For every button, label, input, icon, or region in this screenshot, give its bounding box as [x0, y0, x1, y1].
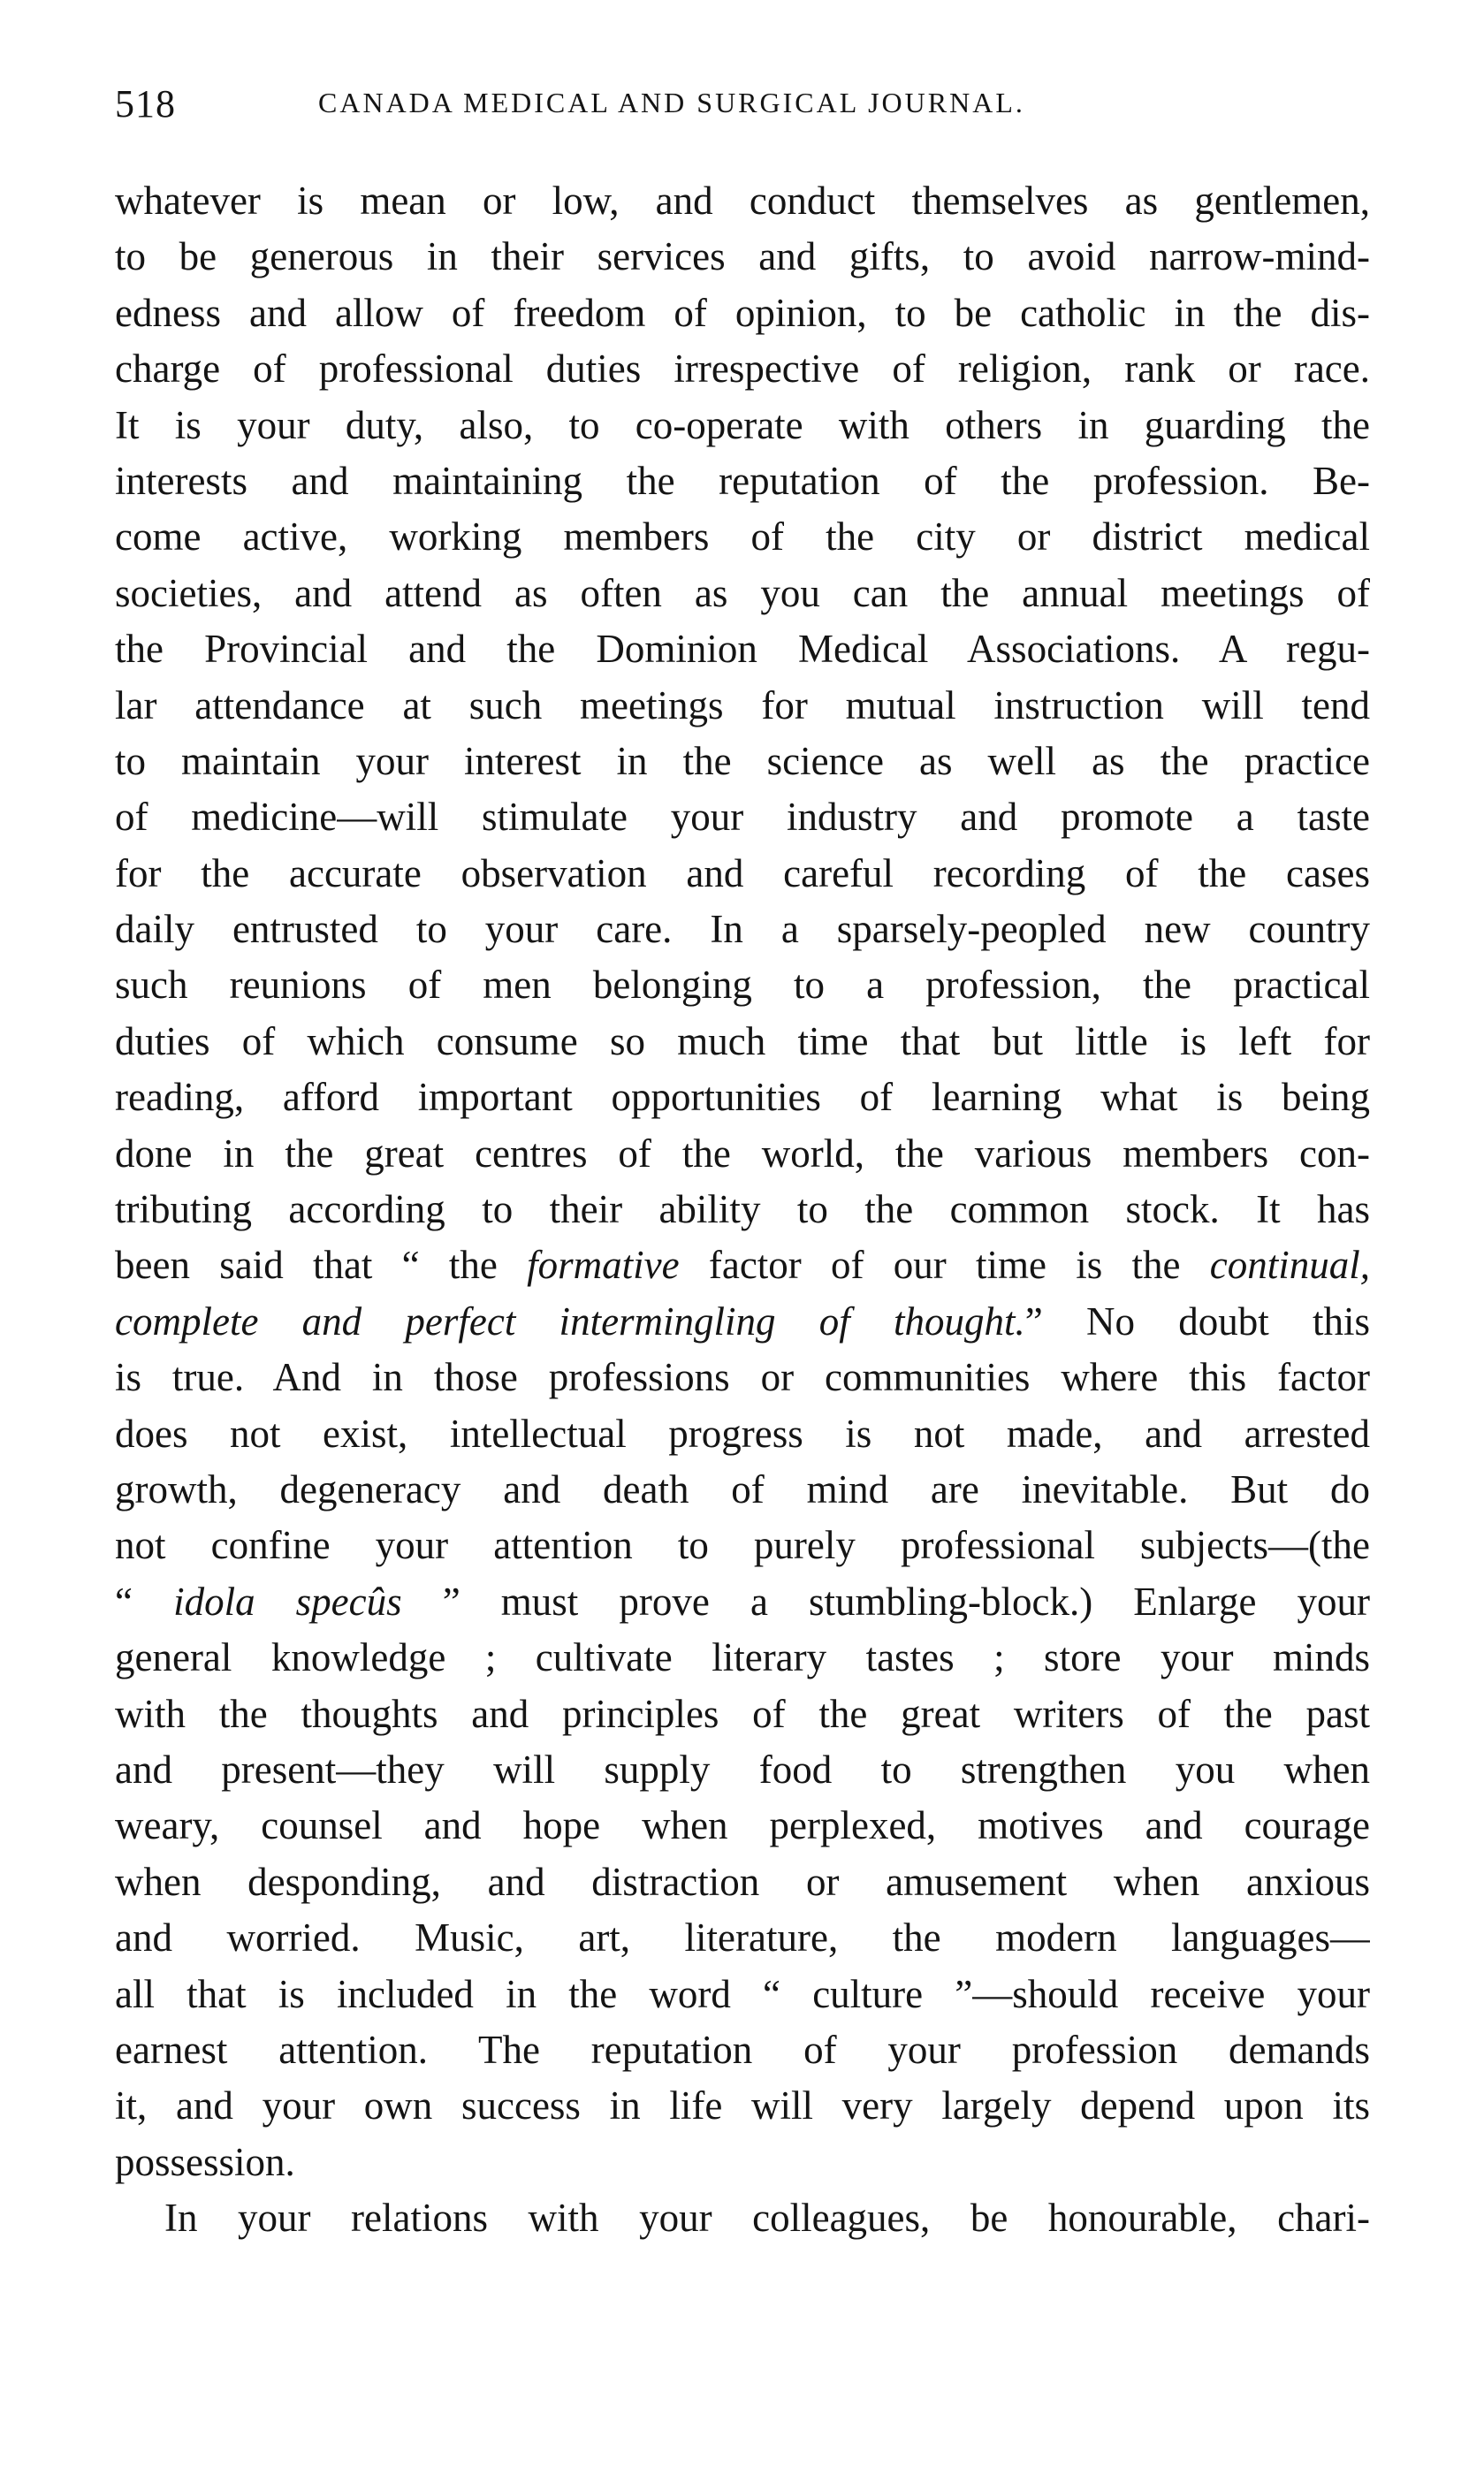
text-segment: factor of our time is the [679, 1243, 1210, 1288]
text-segment: been said that “ the [115, 1243, 528, 1288]
text-line [115, 1294, 1370, 1350]
text-line: and worried. Music, art, literature, the modern languages— [115, 1915, 1370, 1961]
text-line: In your relations with your colleagues, be honourable, chari- [164, 2196, 1370, 2241]
body-text [115, 173, 1370, 2246]
text-line: with the thoughts and principles of the great writers of the past [115, 1691, 1370, 1736]
text-line: when desponding, and distraction or amusement when anxious [115, 1859, 1370, 1904]
text-line: possession. [115, 2139, 295, 2184]
text-segment: ” No doubt this [1024, 1298, 1370, 1344]
text-line: the Provincial and the Dominion Medical Associations. A regu- [115, 627, 1370, 672]
text-line: to maintain your interest in the science as well as the practice [115, 738, 1370, 783]
text-line: for the accurate observation and careful recording of the cases [115, 850, 1370, 895]
text-line: all that is included in the word “ culture ”—should receive your [115, 1971, 1370, 2016]
text-line: interests and maintaining the reputation of the profession. Be- [115, 458, 1370, 503]
page-number: 518 [115, 82, 176, 126]
text-line [115, 1237, 1370, 1293]
text-line: and present—they will supply food to strengthen you when [115, 1747, 1370, 1792]
italic-phrase: idola specûs [173, 1579, 402, 1624]
text-line: it, and your own success in life will very largely depend upon its [115, 2083, 1370, 2128]
text-segment: “ [115, 1579, 174, 1624]
text-line: does not exist, intellectual progress is not made, and arrested [115, 1411, 1370, 1456]
italic-phrase: formative [527, 1243, 680, 1288]
text-line: of medicine—will stimulate your industry and promote a taste [115, 795, 1370, 840]
text-line: It is your duty, also, to co-operate with others in guarding the [115, 402, 1370, 447]
text-line: done in the great centres of the world, the various members con- [115, 1131, 1370, 1176]
running-head [115, 81, 1370, 134]
text-line [115, 1574, 1370, 1630]
text-line: tributing according to their ability to the common stock. It has [115, 1187, 1370, 1232]
text-line: growth, degeneracy and death of mind are inevitable. But do [115, 1466, 1370, 1512]
italic-phrase: complete and perfect intermingling of thought. [115, 1298, 1025, 1344]
text-line: general knowledge ; cultivate literary tastes ; store your minds [115, 1635, 1370, 1680]
text-line: societies, and attend as often as you can the annual meetings of [115, 570, 1370, 615]
text-line: earnest attention. The reputation of your profession demands [115, 2027, 1370, 2072]
text-line: charge of professional duties irrespective of religion, rank or race. [115, 346, 1370, 392]
text-line: come active, working members of the city or district medical [115, 514, 1370, 560]
journal-title: CANADA MEDICAL AND SURGICAL JOURNAL. [318, 87, 1025, 118]
text-line: duties of which consume so much time that but little is left for [115, 1018, 1370, 1063]
text-line: not confine your attention to purely professional subjects—(the [115, 1523, 1370, 1568]
text-line: lar attendance at such meetings for mutual instruction will tend [115, 682, 1370, 727]
text-line: such reunions of men belonging to a profession, the practical [115, 963, 1370, 1008]
text-line: to be generous in their services and gifts, to avoid narrow-mind- [115, 234, 1370, 279]
text-line: weary, counsel and hope when perplexed, motives and courage [115, 1803, 1370, 1848]
text-line: is true. And in those professions or communities where this factor [115, 1355, 1370, 1400]
text-segment: ” must prove a stumbling-block.) Enlarge your [401, 1579, 1370, 1624]
text-line: daily entrusted to your care. In a sparsely-peopled new country [115, 907, 1370, 952]
text-line: edness and allow of freedom of opinion, to be catholic in the dis- [115, 290, 1370, 335]
text-line: whatever is mean or low, and conduct themselves as gentlemen, [115, 179, 1370, 223]
text-line: reading, afford important opportunities of learning what is being [115, 1075, 1370, 1120]
italic-phrase: continual, [1209, 1243, 1370, 1288]
